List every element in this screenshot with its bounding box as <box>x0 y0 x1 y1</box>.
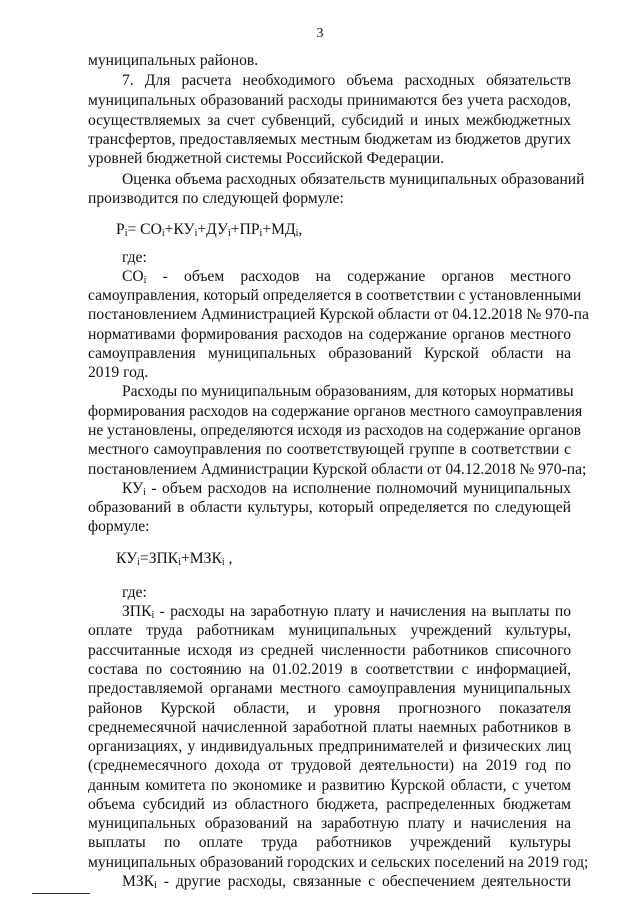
text-line: муниципальных образований городских и сельских поселений на 2019 год; <box>88 853 589 871</box>
text-line: муниципальных образований расходы принимаются без учета расходов, <box>88 92 571 110</box>
footer-rule <box>32 893 90 894</box>
text-line: рассчитанные исходя из средней численности работников списочного <box>88 641 571 659</box>
text-line: Расходы по муниципальным образованиям, для которых нормативы <box>122 383 574 401</box>
text-line: Оценка объема расходных обязательств муниципальных образований <box>122 170 585 188</box>
text-line: осуществляемых за счет субвенций, субсидий и иных межбюджетных <box>88 111 571 129</box>
page-number: 3 <box>316 26 324 41</box>
text-line: самоуправления муниципальных образований Курской области на <box>88 344 571 362</box>
text-line: объема субсидий из областного бюджета, распределенных бюджетам <box>88 795 571 813</box>
text-line: предоставляемой органами местного самоуправления муниципальных <box>88 680 571 698</box>
text-line: среднемесячной начисленной заработной платы наемных работников в <box>88 718 571 736</box>
text-line: самоуправления, который определяется в соответствии с установленными <box>88 287 582 305</box>
text-line: где: <box>122 248 147 266</box>
text-line: постановлением Администрацией Курской области от 04.12.2018 № 970-па <box>88 306 589 324</box>
text-line: не установлены, определяются исходя из расходов на содержание органов <box>88 422 582 440</box>
definition-co: $СО_i$ - объем расходов на содержание органов местного <box>122 267 571 286</box>
text-line: данным комитета по экономике и развитию Курской области, с учетом <box>88 776 571 794</box>
text-line: муниципальных образований на заработную плату и начисления на <box>88 815 571 833</box>
text-line: выплаты по оплате труда работников учреждений культуры <box>88 834 571 852</box>
definition-mzk: $МЗК_i$ - другие расходы, связанные с обеспечением деятельности <box>122 873 571 891</box>
text-line: трансфертов, предоставляемых местным бюджетам из бюджетов других <box>88 131 571 149</box>
text-line: состава по состоянию на 01.02.2019 в соответствии с информацией, <box>88 661 571 678</box>
formula-culture: $КУ_i=ЗПК_i+МЗК_i$ , <box>116 550 233 569</box>
text-line: оплате труда работникам муниципальных учреждений культуры, <box>88 622 571 640</box>
text-line: местного самоуправления по соответствующей группе в соответствии с <box>88 441 571 459</box>
definition-zpk: $ЗПК_i$ - расходы на заработную плату и начисления на выплаты по <box>122 603 571 622</box>
text-line: уровней бюджетной системы Российской Федерации. <box>88 150 445 168</box>
text-line: производится по следующей формуле: <box>88 189 344 207</box>
text-line: 2019 год. <box>88 364 149 382</box>
formula-total: $P_i= СО_i+КУ_i+ДУ_i+ПР_i+МД_i$, <box>116 220 303 239</box>
text-line: 7. Для расчета необходимого объема расходных обязательств <box>122 72 571 90</box>
text-line: районов Курской области, и уровня прогнозного показателя <box>88 699 571 717</box>
text-line: муниципальных районов. <box>88 52 259 69</box>
text-line: нормативами формирования расходов на содержание органов местного <box>88 325 571 343</box>
text-line: формуле: <box>88 518 150 536</box>
text-line: организациях, у индивидуальных предпринимателей и физических лиц <box>88 738 571 756</box>
text-line: формирования расходов на содержание органов местного самоуправления <box>88 402 583 420</box>
text-line: где: <box>122 583 147 601</box>
text-line: образований в области культуры, который определяется по следующей <box>88 499 571 517</box>
text-line: постановлением Администрации Курской области от 04.12.2018 № 970-па; <box>88 460 587 478</box>
text-line: (среднемесячного дохода от трудовой деятельности) на 2019 год по <box>88 757 571 775</box>
definition-ku: $КУ_i$ - объем расходов на исполнение полномочий муниципальных <box>122 479 571 498</box>
